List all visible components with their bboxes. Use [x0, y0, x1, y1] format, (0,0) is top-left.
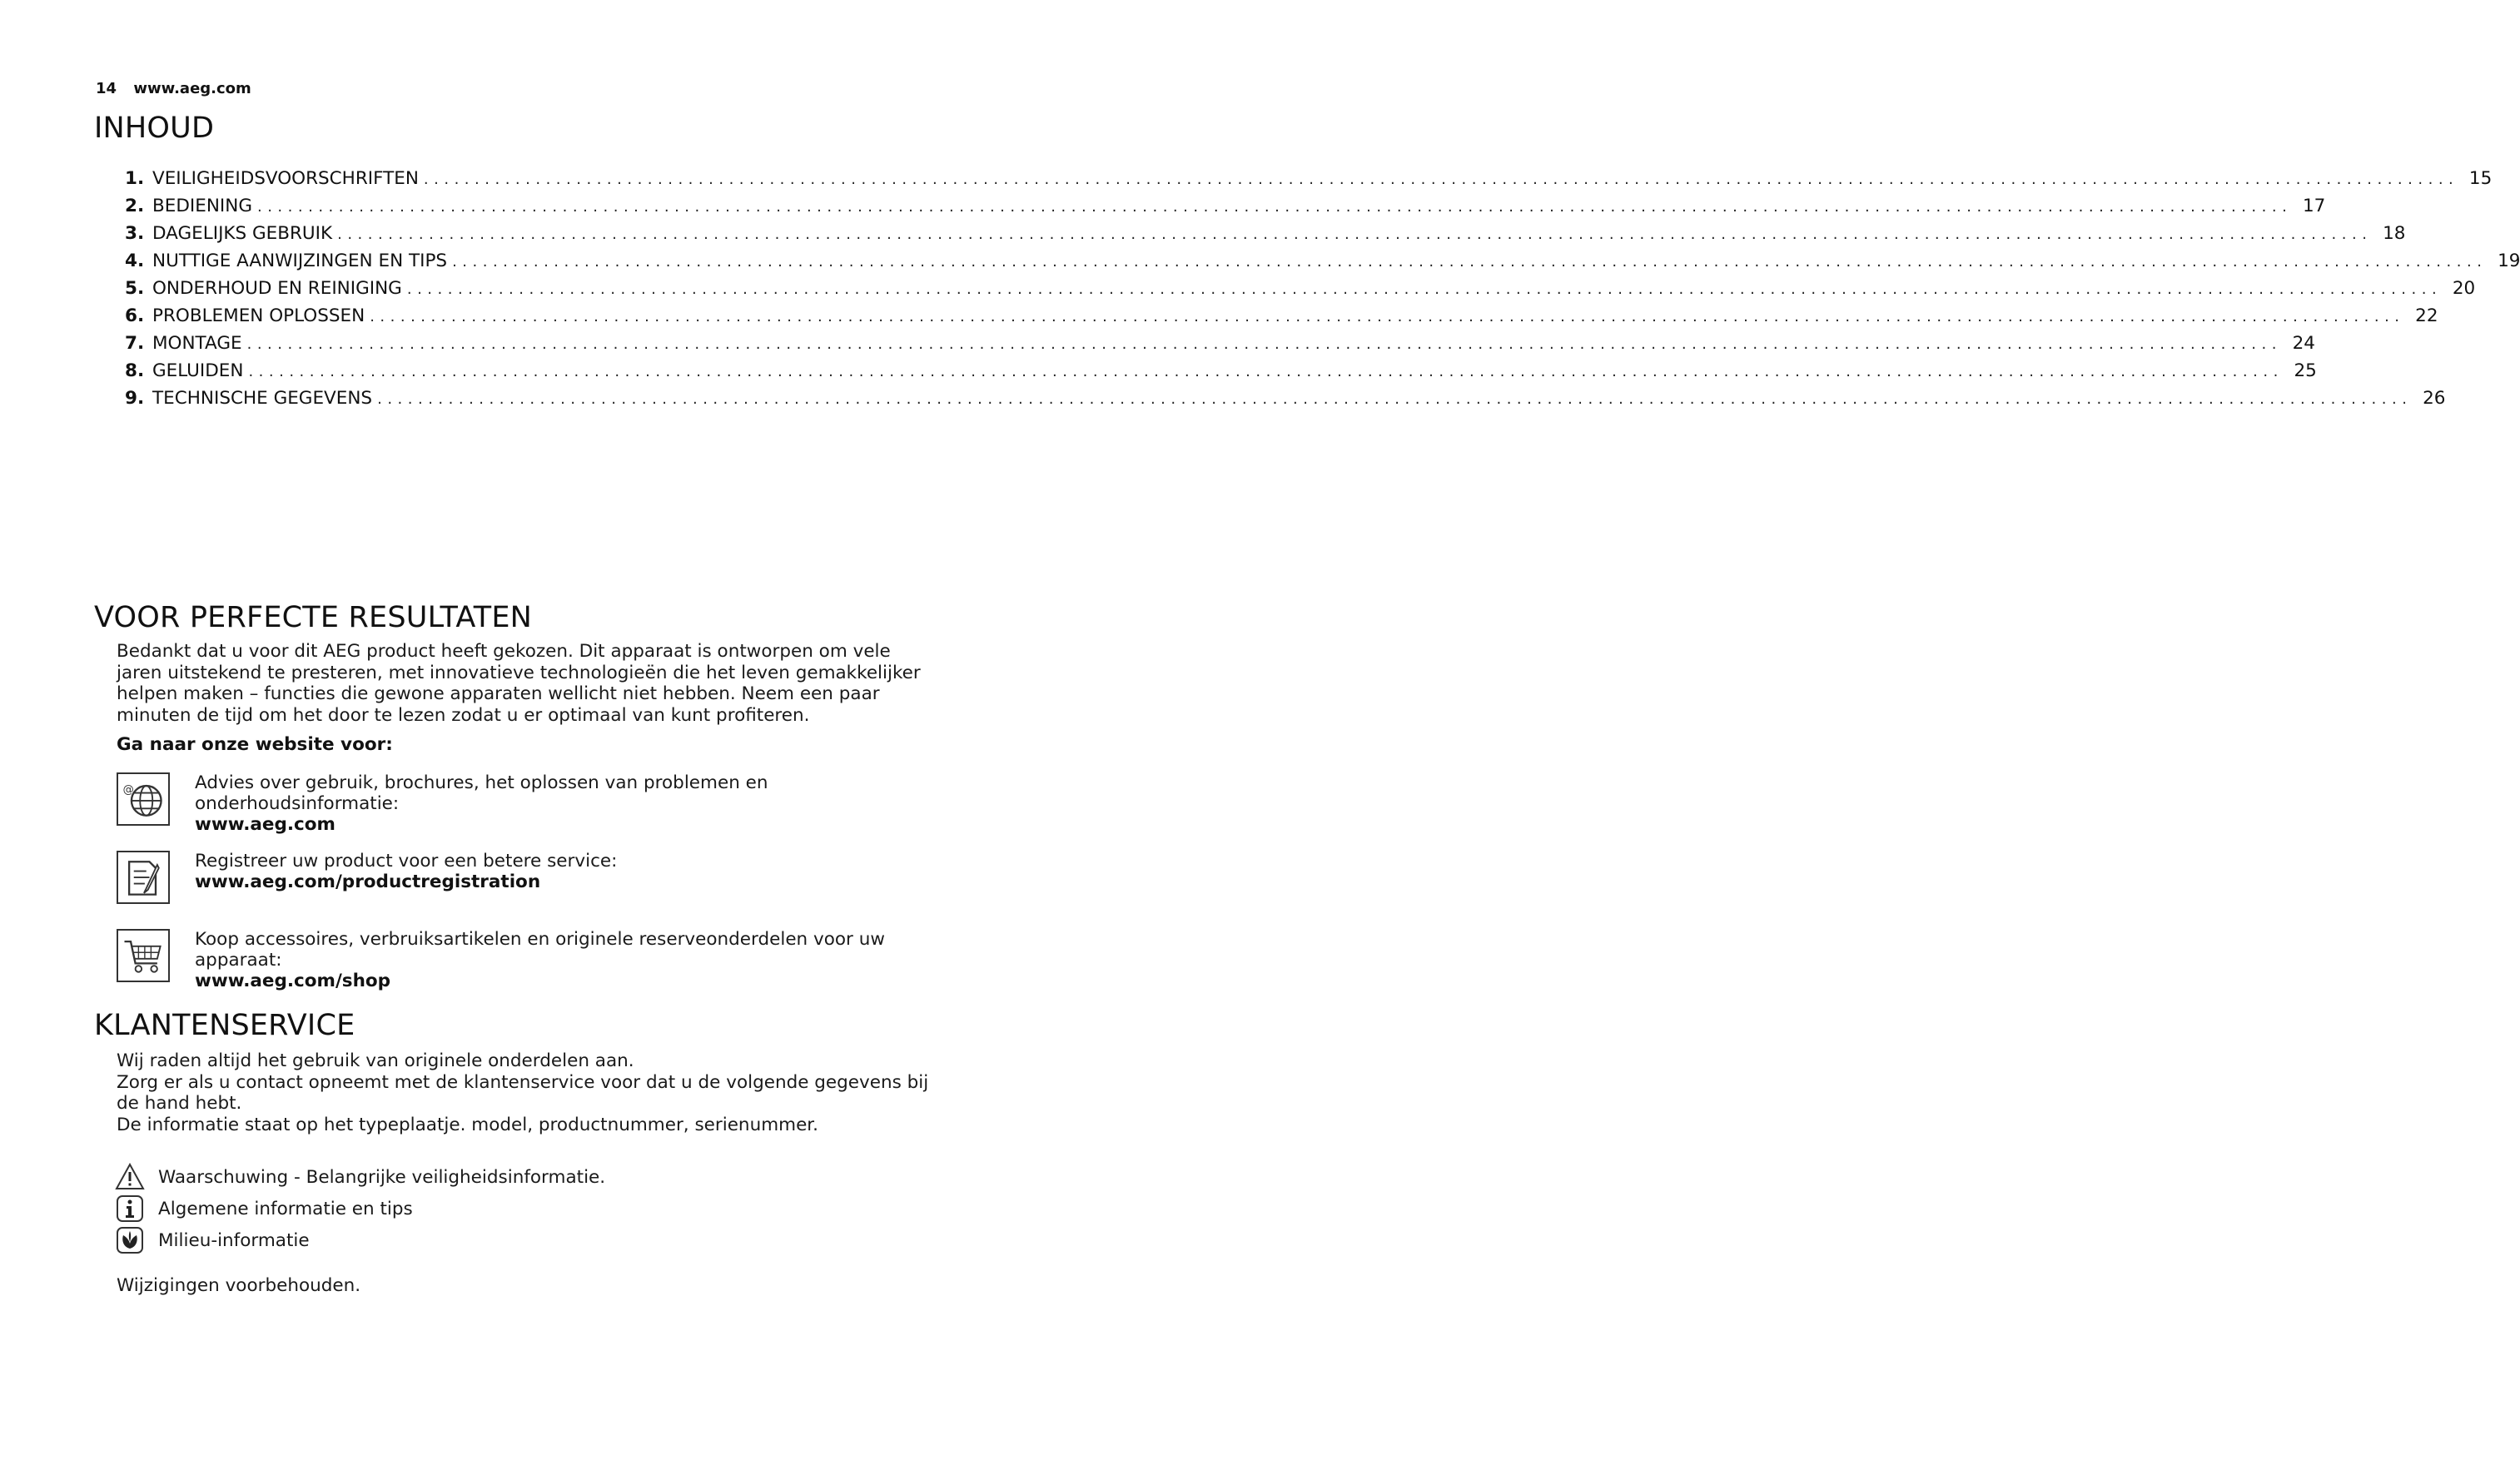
toc-entry-title: PROBLEMEN OPLOSSEN	[152, 305, 365, 326]
toc-leader-dots: ........................................................................................................................................................................................................	[423, 171, 2459, 188]
toc-number: 5.	[125, 278, 145, 299]
toc-number: 1.	[125, 168, 145, 189]
toc-row[interactable]	[125, 385, 2446, 412]
link-text-shop: Koop accessoires, verbruiksartikelen en originele reserveonderdelen voor uw apparaat:	[195, 929, 885, 971]
toc-page-number: 26	[2423, 388, 2446, 409]
link-description	[195, 772, 927, 835]
link-url-shop[interactable]: www.aeg.com/shop	[195, 971, 391, 991]
svg-text:@: @	[122, 783, 134, 797]
toc-page-number: 19	[2498, 251, 2520, 271]
toc-row[interactable]	[125, 357, 2317, 385]
page-header	[96, 80, 251, 97]
link-item-advice	[117, 772, 941, 839]
service-line-1: Wij raden altijd het gebruik van originele onderdelen aan.	[117, 1050, 634, 1071]
toc-row[interactable]	[125, 330, 2315, 357]
toc-entry-title: DAGELIJKS GEBRUIK	[152, 223, 333, 244]
link-url-registration[interactable]: www.aeg.com/productregistration	[195, 872, 541, 892]
legend-info	[115, 1194, 413, 1224]
toc-leader-dots: ........................................................................................................................................................................................................	[256, 198, 2293, 216]
service-text	[117, 1050, 941, 1135]
toc-number: 4.	[125, 251, 145, 271]
toc-number: 6.	[125, 305, 145, 326]
toc-page-number: 24	[2292, 333, 2315, 354]
toc-page-number: 25	[2294, 360, 2317, 381]
environment-icon	[115, 1225, 145, 1255]
toc-row[interactable]	[125, 192, 2326, 220]
toc-row[interactable]	[125, 220, 2406, 247]
header-site-link[interactable]: www.aeg.com	[133, 80, 251, 97]
customer-service-title: KLANTENSERVICE	[94, 1009, 355, 1042]
service-line-3: De informatie staat op het typeplaatje. model, productnummer, serienummer.	[117, 1114, 819, 1135]
globe-icon	[117, 772, 170, 826]
shopping-cart-icon	[117, 929, 170, 982]
toc-leader-dots: ........................................................................................................................................................................................................	[246, 335, 2282, 353]
toc-entry-title: GELUIDEN	[152, 360, 244, 381]
website-heading: Ga naar onze website voor:	[117, 734, 393, 755]
toc-leader-dots: ........................................................................................................................................................................................................	[370, 308, 2405, 325]
warning-icon	[115, 1162, 145, 1192]
legend-text-warning: Waarschuwing - Belangrijke veiligheidsinformatie.	[158, 1166, 606, 1188]
info-icon	[115, 1194, 145, 1224]
link-text-registration: Registreer uw product voor een betere service:	[195, 851, 618, 872]
toc-page-number: 18	[2383, 223, 2406, 244]
perfect-results-title: VOOR PERFECTE RESULTATEN	[94, 601, 533, 634]
toc-entry-title: ONDERHOUD EN REINIGING	[152, 278, 402, 299]
toc-entry-title: VEILIGHEIDSVOORSCHRIFTEN	[152, 168, 419, 189]
link-item-shop	[117, 929, 941, 996]
toc-page-number: 15	[2468, 168, 2493, 189]
toc-entry-title: NUTTIGE AANWIJZINGEN EN TIPS	[152, 251, 448, 271]
toc-leader-dots: ........................................................................................................................................................................................................	[337, 226, 2373, 243]
toc-number: 8.	[125, 360, 145, 381]
page-number: 14	[96, 80, 117, 97]
toc-number: 7.	[125, 333, 145, 354]
toc-entry-title: TECHNISCHE GEGEVENS	[152, 388, 373, 409]
toc-row[interactable]	[125, 247, 2520, 275]
toc-row[interactable]	[125, 275, 2476, 302]
toc-title: INHOUD	[94, 112, 215, 145]
legend-text-environment: Milieu-informatie	[158, 1229, 310, 1251]
link-description	[195, 851, 927, 892]
toc-entry-title: MONTAGE	[152, 333, 242, 354]
link-item-registration	[117, 851, 941, 917]
toc-number: 3.	[125, 223, 145, 244]
toc-page-number: 22	[2415, 305, 2438, 326]
legend-warning	[115, 1162, 605, 1192]
toc-leader-dots: ........................................................................................................................................................................................................	[248, 363, 2284, 380]
service-line-2: Zorg er als u contact opneemt met de klantenservice voor dat u de volgende gegevens bij de hand hebt.	[117, 1071, 929, 1114]
legend-text-info: Algemene informatie en tips	[158, 1198, 413, 1219]
toc-leader-dots: ........................................................................................................................................................................................................	[452, 253, 2488, 271]
intro-paragraph: Bedankt dat u voor dit AEG product heeft gekozen. Dit apparaat is ontworpen om vele jaren uitstekend te presteren, met innovatieve technologieën die het leven gemakkelijker helpen maken – functies die gewone apparaten wellicht niet hebben. Neem een paar minuten de tijd om het door te lezen zodat u er optimaal van kunt profiteren.	[117, 641, 921, 726]
link-url-advice[interactable]: www.aeg.com	[195, 814, 336, 835]
toc-row[interactable]	[125, 165, 2493, 192]
link-description	[195, 929, 927, 991]
toc-entry-title: BEDIENING	[152, 196, 252, 216]
toc-page-number: 20	[2452, 278, 2476, 299]
legend-environment	[115, 1225, 310, 1255]
toc-row[interactable]	[125, 302, 2438, 330]
toc-page-number: 17	[2302, 196, 2326, 216]
footer-note: Wijzigingen voorbehouden.	[117, 1275, 361, 1296]
registration-icon	[117, 851, 170, 904]
toc-number: 2.	[125, 196, 145, 216]
toc-leader-dots: ........................................................................................................................................................................................................	[406, 281, 2443, 298]
toc-leader-dots: ........................................................................................................................................................................................................	[377, 390, 2413, 408]
link-text-advice: Advies over gebruik, brochures, het oplossen van problemen en onderhoudsinformatie:	[195, 772, 768, 814]
table-of-contents	[125, 165, 2520, 412]
toc-number: 9.	[125, 388, 145, 409]
